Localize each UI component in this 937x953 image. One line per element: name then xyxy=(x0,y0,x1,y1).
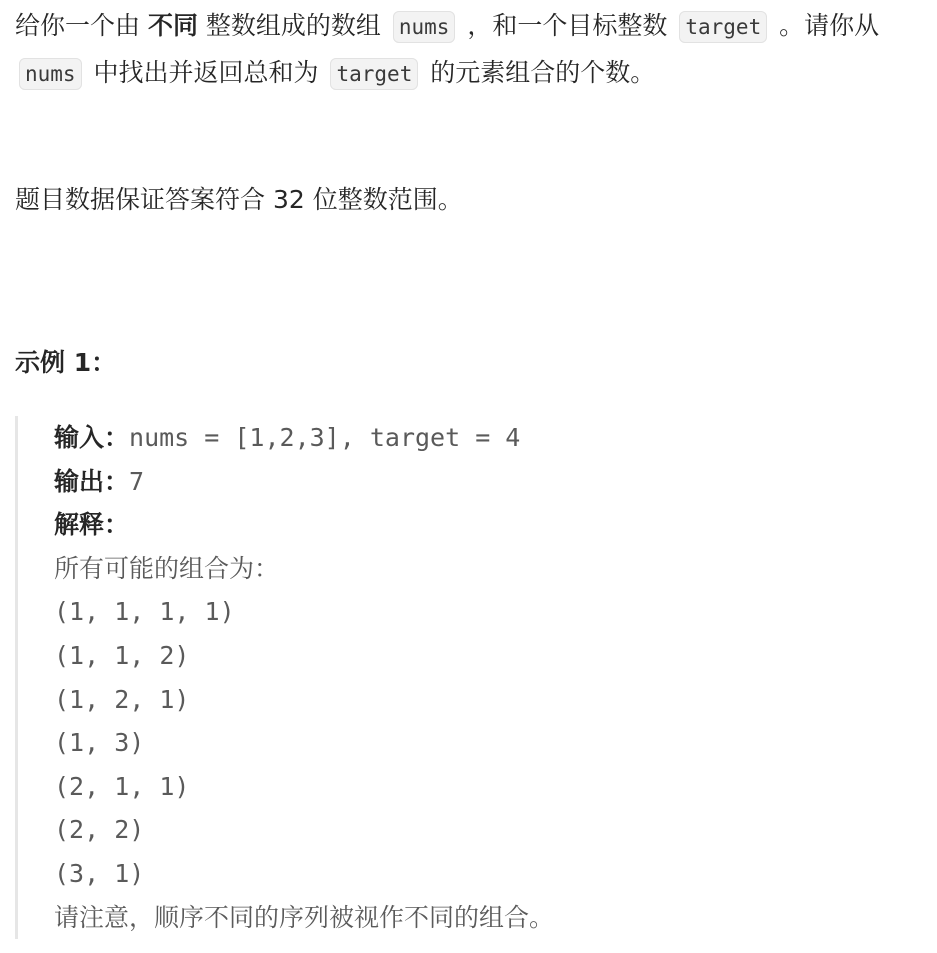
example-title: 示例 1： xyxy=(15,348,117,377)
input-label: 输入： xyxy=(54,423,130,452)
constraint-note: 题目数据保证答案符合 32 位整数范围。 xyxy=(15,185,463,214)
explain-label: 解释： xyxy=(54,510,130,540)
combination-line: (3, 1) xyxy=(54,858,145,888)
statement-text-2: 整数组成的数组 xyxy=(197,11,389,40)
combination-line: (2, 2) xyxy=(54,815,145,845)
problem-statement xyxy=(15,3,915,97)
example-explain-line xyxy=(54,503,934,547)
statement-text-3: ，和一个目标整数 xyxy=(459,11,676,40)
statement-text-1: 给你一个由 xyxy=(15,11,148,40)
inline-code-target-2: target xyxy=(330,58,418,90)
output-label: 输出： xyxy=(54,466,130,496)
input-value: nums = [1,2,3], target = 4 xyxy=(129,423,521,452)
combination-line: (1, 1, 1, 1) xyxy=(54,597,235,627)
inline-code-nums: nums xyxy=(393,11,456,43)
example-output-line xyxy=(54,460,934,504)
output-value: 7 xyxy=(129,466,145,496)
statement-text-5: 中找出并返回总和为 xyxy=(85,58,327,87)
combination-line: (1, 1, 2) xyxy=(54,640,190,670)
example-input-line xyxy=(54,416,934,460)
statement-text-6: 的元素组合的个数。 xyxy=(422,58,656,87)
example-block xyxy=(15,416,934,939)
inline-code-target: target xyxy=(679,11,767,43)
combination-line: (2, 1, 1) xyxy=(54,771,190,801)
emphasis-distinct: 不同 xyxy=(147,11,198,40)
statement-text-4: 。请你从 xyxy=(771,11,880,40)
inline-code-nums-2: nums xyxy=(19,58,82,90)
explain-intro: 所有可能的组合为： xyxy=(54,553,280,583)
order-note: 请注意，顺序不同的序列被视作不同的组合。 xyxy=(54,902,555,932)
combination-line: (1, 3) xyxy=(54,728,145,758)
combination-line: (1, 2, 1) xyxy=(54,684,190,714)
